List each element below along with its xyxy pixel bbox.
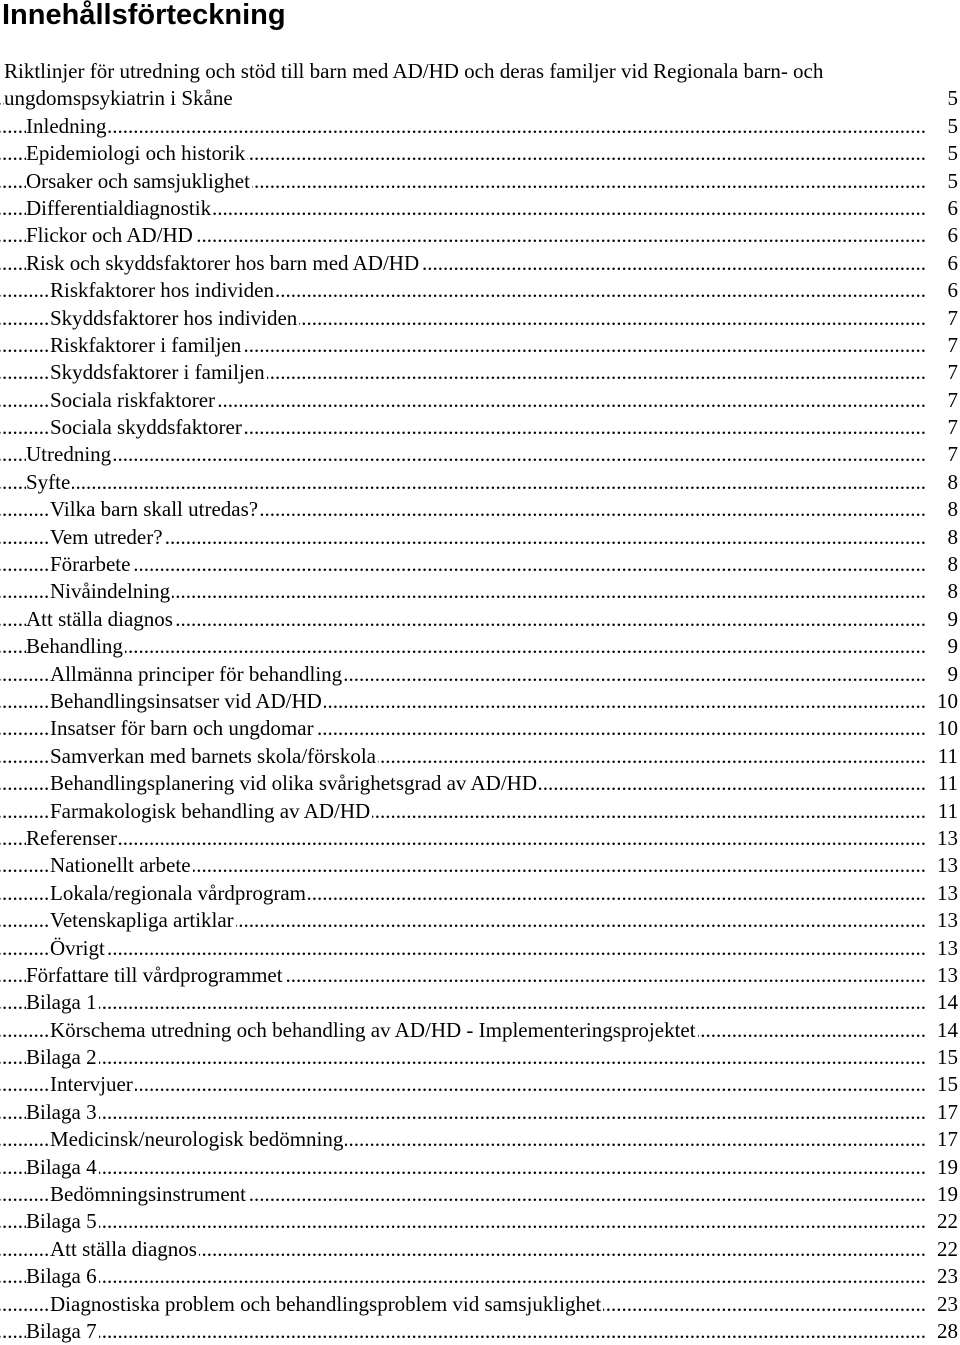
toc-entry-title [26,825,119,852]
dot-leader [0,113,926,140]
toc-entry[interactable] [0,469,958,496]
toc-entry-title [50,1236,199,1263]
toc-entry[interactable] [0,305,958,332]
toc-page-number: 19 [935,1181,958,1208]
toc-entry-title [50,524,165,551]
toc-entry[interactable] [0,1236,958,1263]
toc-page-number: 19 [935,1154,958,1181]
toc-entry-title-line: Övrigt [50,935,105,960]
toc-page-number: 15 [935,1044,958,1071]
dot-leader [0,469,926,496]
toc-entry-title [26,441,113,468]
toc-entry-title-line: Lokala/regionala vårdprogram [50,880,306,905]
toc-entry-title [26,1154,99,1181]
toc-page-number: 7 [946,332,959,359]
toc-page-number: 7 [946,441,959,468]
toc-entry-title-line: Sociala skyddsfaktorer [50,415,242,440]
toc-page-number: 10 [935,715,958,742]
toc-entry-title-line: Medicinsk/neurologisk bedömning [50,1127,344,1152]
toc-entry-title [50,688,324,715]
toc-entry[interactable] [0,387,958,414]
toc-page-number: 11 [936,770,958,797]
toc-page-number: 5 [946,85,959,112]
dot-leader [0,1071,926,1098]
toc-entry-title [50,578,172,605]
table-of-contents [0,58,958,1345]
dot-leader [0,441,926,468]
toc-page-number: 13 [935,907,958,934]
toc-entry-title-line: Farmakologisk behandling av AD/HD [50,798,371,823]
toc-entry-title-line: Behandlingsinsatser vid AD/HD [50,689,322,713]
toc-entry-title [50,715,316,742]
toc-entry-title-line: Bedömningsinstrument [50,1182,246,1207]
toc-entry-title [26,1263,99,1290]
toc-entry-title-line: Allmänna principer för behandling [50,661,343,686]
toc-entry[interactable] [0,1071,958,1098]
toc-entry-title-line: Behandlingsplanering vid olika svårighetsgrad av AD/HD [50,771,537,796]
toc-page-number: 7 [946,359,959,386]
dot-leader [0,1154,926,1181]
toc-entry-title-line: Differentialdiagnostik [26,195,212,220]
toc-entry-title-line: Vetenskapliga artiklar [50,908,234,933]
toc-entry-title [50,1071,135,1098]
toc-entry[interactable] [0,277,958,304]
toc-entry-title [50,880,308,907]
toc-entry-title [50,661,344,688]
toc-entry-title-line: Körschema utredning och behandling av AD/HD - Implementeringsprojektet [50,1017,696,1042]
toc-entry-title [26,222,195,249]
toc-entry-title-line: Riktlinjer för utredning och stöd till barn med AD/HD och deras familjer vid Regionala barn- och [4,59,824,83]
toc-entry-title-line: Flickor och AD/HD [26,223,193,248]
toc-entry-title [50,359,267,386]
toc-entry-title [50,1181,248,1208]
toc-entry-title-line: Bilaga 5 [26,1209,97,1234]
toc-page-number: 13 [935,852,958,879]
page-title: Innehållsförteckning [2,0,286,31]
toc-entry-title-line: Att ställa diagnos [26,606,173,631]
dot-leader [0,1263,926,1290]
toc-page-number: 17 [935,1099,958,1126]
toc-entry-title [50,277,276,304]
toc-entry-title [26,1318,99,1345]
toc-page-number: 8 [946,578,959,605]
toc-entry-title-line: Förarbete [50,552,131,577]
toc-entry[interactable] [0,250,958,277]
toc-entry[interactable] [0,770,958,797]
toc-page-number: 6 [946,195,959,222]
toc-entry-title [26,140,247,167]
toc-entry-title [4,58,936,113]
toc-page-number: 8 [946,524,959,551]
toc-entry[interactable] [0,962,958,989]
toc-entry[interactable] [0,359,958,386]
toc-page-number: 8 [946,551,959,578]
toc-page-number: 17 [935,1126,958,1153]
toc-page-number: 9 [946,606,959,633]
toc-page-number: 6 [946,277,959,304]
toc-entry-title-line: Epidemiologi och historik [26,141,246,166]
toc-page-number: 7 [946,387,959,414]
toc-entry[interactable] [0,1017,958,1044]
toc-entry[interactable] [0,852,958,879]
toc-entry-title [26,1208,99,1235]
toc-page-number: 13 [935,962,958,989]
toc-entry[interactable] [0,140,958,167]
toc-entry-title-line: Bilaga 2 [26,1045,97,1070]
toc-entry[interactable] [0,661,958,688]
toc-entry[interactable] [0,58,958,113]
toc-entry-title [50,551,132,578]
toc-entry-title-line: Bilaga 7 [26,1318,97,1343]
toc-entry-title [50,798,372,825]
toc-page-number: 8 [946,496,959,523]
toc-entry-title-line: Diagnostiska problem och behandlingsproblem vid samsjuklighet [50,1291,602,1316]
toc-page-number: 10 [935,688,958,715]
toc-entry[interactable] [0,414,958,441]
toc-entry-title [26,989,99,1016]
toc-entry-title-line: Samverkan med barnets skola/förskola [50,743,376,768]
toc-page-number: 23 [935,1291,958,1318]
toc-entry[interactable] [0,1099,958,1126]
toc-entry-title [50,907,236,934]
toc-entry-title [50,1291,603,1318]
toc-entry-title [26,1099,99,1126]
toc-page-number: 5 [946,140,959,167]
toc-entry[interactable] [0,1318,958,1345]
toc-entry[interactable] [0,989,958,1016]
toc-entry[interactable] [0,606,958,633]
toc-entry-title-line: Syfte [26,469,71,494]
toc-entry[interactable] [0,524,958,551]
dot-leader [0,551,926,578]
toc-entry-title [50,1126,345,1153]
toc-page-number: 11 [936,743,958,770]
toc-entry-title [50,414,244,441]
toc-entry[interactable] [0,798,958,825]
toc-entry[interactable] [0,743,958,770]
toc-entry-title [50,496,260,523]
toc-entry[interactable] [0,825,958,852]
toc-page-number: 13 [935,880,958,907]
toc-page-number: 11 [936,798,958,825]
toc-entry-title-line: Skyddsfaktorer hos individen [50,305,298,330]
toc-entry-title [50,852,193,879]
toc-entry-title [26,962,285,989]
toc-entry-title-line: Riskfaktorer hos individen [50,278,274,303]
toc-entry-title-line: Bilaga 4 [26,1154,97,1179]
toc-entry-title-line: Utredning [26,442,112,467]
toc-entry-title-line: Bilaga 3 [26,1099,97,1124]
toc-entry[interactable] [0,441,958,468]
toc-entry-title [26,168,252,195]
toc-entry-title-line: Referenser [26,825,117,850]
toc-entry-title-line: Vem utreder? [50,524,163,549]
toc-page-number: 14 [935,989,958,1016]
dot-leader [0,935,926,962]
toc-entry-title-line: Skyddsfaktorer i familjen [50,360,265,385]
toc-entry[interactable] [0,1208,958,1235]
toc-page-number: 15 [935,1071,958,1098]
toc-entry[interactable] [0,1154,958,1181]
toc-entry-title-line: Orsaker och samsjuklighet [26,168,250,193]
toc-entry[interactable] [0,496,958,523]
toc-entry-title [26,1044,99,1071]
toc-entry[interactable] [0,1263,958,1290]
toc-entry-title-line: Att ställa diagnos [50,1236,197,1261]
toc-entry-title [26,195,213,222]
toc-entry[interactable] [0,715,958,742]
toc-entry-title [50,770,539,797]
toc-entry-title [26,606,175,633]
toc-page-number: 6 [946,250,959,277]
toc-entry[interactable] [0,1126,958,1153]
toc-entry[interactable] [0,935,958,962]
dot-leader [0,1318,926,1345]
toc-entry-title-line: Behandling [26,634,123,659]
toc-entry[interactable] [0,222,958,249]
dot-leader [0,825,926,852]
toc-entry[interactable] [0,1044,958,1071]
toc-entry-title [50,1017,698,1044]
toc-entry-title-line: Insatser för barn och ungdomar [50,716,314,741]
dot-leader [0,1044,926,1071]
toc-page-number: 22 [935,1236,958,1263]
toc-page-number: 23 [935,1263,958,1290]
toc-entry-title [26,113,108,140]
toc-page-number: 7 [946,414,959,441]
toc-entry-title [26,250,421,277]
dot-leader [0,633,926,660]
toc-entry[interactable] [0,195,958,222]
toc-entry[interactable] [0,880,958,907]
toc-entry-title [26,469,72,496]
toc-entry[interactable] [0,633,958,660]
toc-entry-title-line: Bilaga 1 [26,990,97,1015]
toc-entry-title-line: Vilka barn skall utredas? [50,497,259,522]
toc-entry-title [50,935,107,962]
toc-entry-title [50,743,378,770]
toc-page-number: 9 [946,633,959,660]
toc-page-number: 8 [946,469,959,496]
toc-page-number: 5 [946,113,959,140]
dot-leader [0,1099,926,1126]
dot-leader [0,989,926,1016]
toc-entry[interactable] [0,168,958,195]
toc-entry-title [50,387,217,414]
toc-entry[interactable] [0,113,958,140]
toc-page-number: 5 [946,168,959,195]
toc-page-number: 9 [946,661,959,688]
toc-entry[interactable] [0,332,958,359]
toc-page-number: 22 [935,1208,958,1235]
toc-page-number: 7 [946,305,959,332]
toc-entry-title-line: Bilaga 6 [26,1264,97,1289]
toc-entry-title [26,633,125,660]
toc-entry[interactable] [0,578,958,605]
toc-entry-title-line: Sociala riskfaktorer [50,387,216,412]
toc-page-number: 6 [946,222,959,249]
toc-entry-title [50,305,299,332]
toc-entry-title-line: Riskfaktorer i familjen [50,332,242,357]
toc-entry-title-line: ungdomspsykiatrin i Skåne [4,86,233,111]
toc-page-number: 13 [935,825,958,852]
toc-entry[interactable] [0,1291,958,1318]
toc-entry-title-line: Författare till vårdprogrammet [26,962,283,987]
toc-entry-title-line: Nivåindelning [50,579,171,604]
toc-entry-title-line: Intervjuer [50,1072,133,1097]
toc-entry-title-line: Risk och skyddsfaktorer hos barn med AD/HD [26,250,420,275]
toc-page-number: 13 [935,935,958,962]
toc-entry[interactable] [0,688,958,715]
toc-entry-title-line: Inledning [26,113,107,138]
toc-entry[interactable] [0,907,958,934]
dot-leader [0,1208,926,1235]
toc-entry-title-line: Nationellt arbete [50,853,191,878]
toc-page-number: 28 [935,1318,958,1345]
toc-entry-title [50,332,243,359]
toc-page-number: 14 [935,1017,958,1044]
toc-entry[interactable] [0,551,958,578]
toc-entry[interactable] [0,1181,958,1208]
